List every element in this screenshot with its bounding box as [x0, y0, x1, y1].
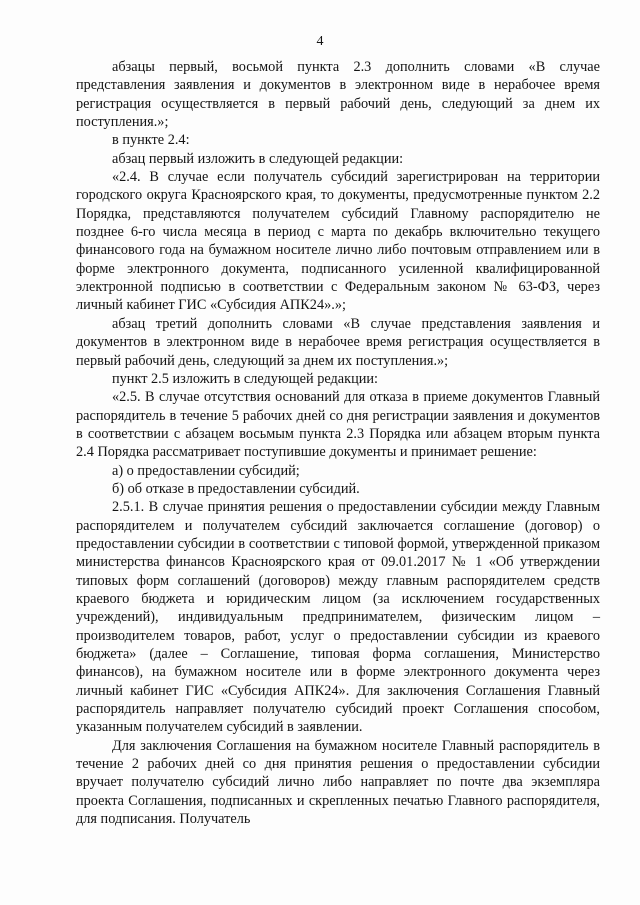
paragraph-clause-2-5-text: «2.5. В случае отсутствия оснований для отказа в приеме документов Главный распорядитель в течение 5 рабочих дней со дня регистрации заявления и документов в соответствии с абзацем восьмым пункта 2.3 Порядка или абзацем вторым пункта 2.4 Порядка рассматривает поступившие документы и принимает решение:: [76, 389, 600, 461]
paragraph-third-abzac-addition: абзац третий дополнить словами «В случае представления заявления и документов в электронном виде в нерабочее время регистрация осуществляется в первый рабочий день, следующий за днем их поступления.»;: [76, 315, 600, 369]
paragraph-clause-2-4-text: «2.4. В случае если получатель субсидий зарегистрирован на территории городского округа Красноярского края, то документы, предусмотренные пунктом 2.2 Порядка, представляются получателем субсидий Главному распорядителю не позднее 6-го числа месяца в период с марта по декабрь включительно текущего финансового года на бумажном носителе лично либо почтовым отправлением или в форме электронного документа, подписанного усиленной квалифицированной электронной подписью в соответствии с Федеральным законом № 63-ФЗ, через личный кабинет ГИС «Субсидия АПК24».»;: [76, 169, 600, 314]
paragraph-paper-agreement: Для заключения Соглашения на бумажном носителе Главный распорядитель в течение 2 рабочих дней со дня принятия решения о предоставлении субсидии вручает получателю субсидий лично либо направляет по почте два экземпляра проекта Соглашения, подписанных и скрепленных печатью Главного распорядителя, для подписания. Получатель: [76, 737, 600, 828]
paragraph-amend-clause-2-3: абзацы первый, восьмой пункта 2.3 дополнить словами «В случае представления заявления и документов в электронном виде в нерабочее время регистрация осуществляется в первый рабочий день, следующий за днем их поступления.»;: [76, 59, 600, 131]
paragraph-clause-2-5-1: 2.5.1. В случае принятия решения о предоставлении субсидии между Главным распорядителем и получателем субсидий заключается соглашение (договор) о предоставлении субсидии в соответствии с типовой формой, утвержденной приказом министерства финансов Красноярского края от 09.01.2017 № 1 «Об утверждении типовых форм соглашений (договоров) между главным распорядителем средств краевого бюджета и юридическим лицом (за исключением государственных учреждений), индивидуальным предпринимателем, физическим лицом – производителем товаров, работ, услуг о предоставлении субсидии из краевого бюджета» (далее – Соглашение, типовая форма соглашения, Министерство финансов), на бумажном носителе или в форме электронного документа через личный кабинет ГИС «Субсидия АПК24». Для заключения Соглашения Главный распорядитель направляет получателю субсидий проект Соглашения способом, указанным получателем субсидий в заявлении.: [76, 499, 600, 736]
list-item-refuse-subsidy: б) об отказе в предоставлении субсидий.: [112, 480, 360, 497]
page-number: 4: [316, 34, 324, 49]
paragraph-clause-2-5-intro: пункт 2.5 изложить в следующей редакции:: [112, 370, 379, 387]
paragraph-clause-2-4-intro: в пункте 2.4:: [112, 132, 190, 149]
paragraph-first-abzac-new-edition: абзац первый изложить в следующей редакции:: [112, 150, 404, 167]
list-item-grant-subsidy: а) о предоставлении субсидий;: [112, 462, 300, 479]
document-body: [76, 58, 600, 828]
